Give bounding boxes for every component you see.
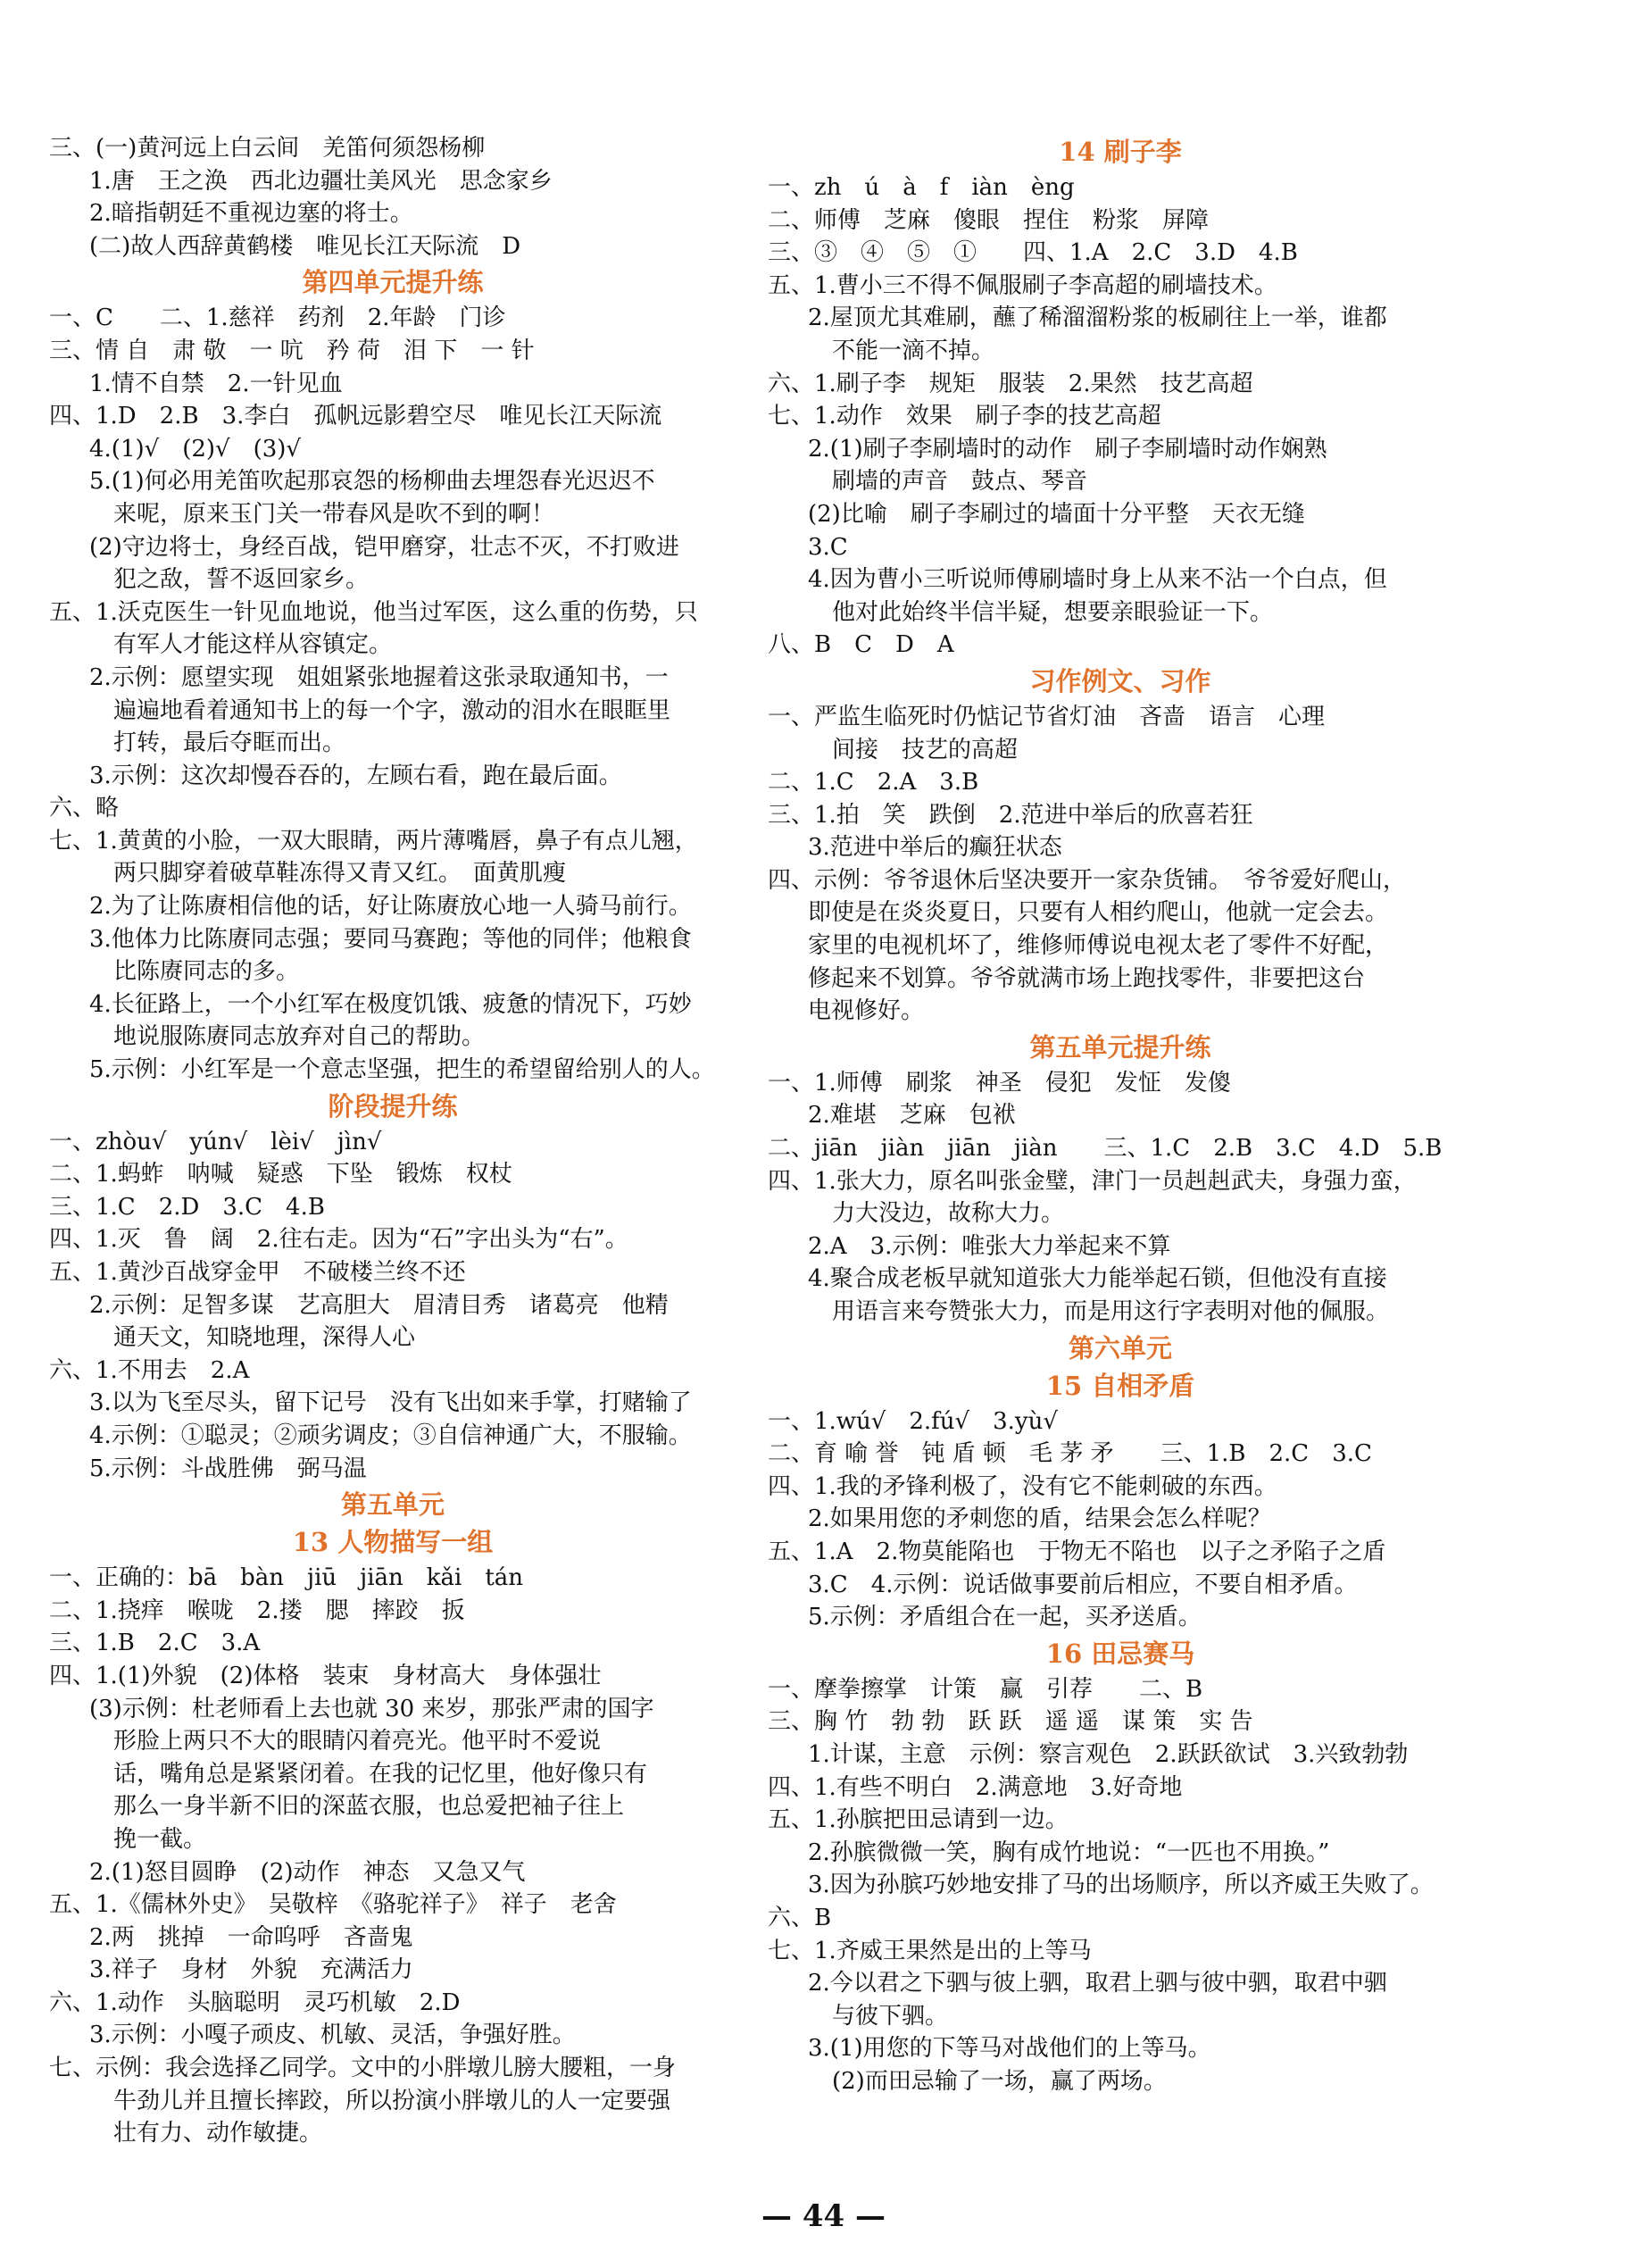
answer-line: 一、摩拳擦掌 计策 赢 引荐 二、B xyxy=(768,1675,1203,1703)
answer-line: 四、1.有些不明白 2.满意地 3.好奇地 xyxy=(768,1773,1183,1801)
answer-line: 2.难堪 芝麻 包袱 xyxy=(808,1102,1016,1130)
answer-line: 那么一身半新不旧的深蓝衣服，也总爱把袖子往上 xyxy=(113,1793,625,1821)
answer-line: 2.孙膑微微一笑，胸有成竹地说：“一匹也不用换。” xyxy=(808,1839,1330,1866)
section-heading: 第五单元提升练 xyxy=(1029,1031,1211,1063)
answer-line: 一、正确的：bā bàn jiū jiān kǎi tán xyxy=(49,1564,524,1592)
answer-line: 力大没边，故称大力。 xyxy=(832,1200,1065,1228)
answer-line: 三、胸 竹 勃 勃 跃 跃 遥 遥 谋 策 实 告 xyxy=(768,1708,1253,1736)
answer-line: 他对此始终半信半疑，想要亲眼验证一下。 xyxy=(832,598,1274,626)
answer-line: 电视修好。 xyxy=(808,997,925,1025)
answer-line: 七、1.齐威王果然是出的上等马 xyxy=(768,1937,1092,1964)
answer-line: 五、1.孙膑把田忌请到一边。 xyxy=(768,1806,1069,1834)
answer-line: 六、1.刷子李 规矩 服装 2.果然 技艺高超 xyxy=(768,370,1253,397)
answer-line: 二、育 喻 誉 钝 盾 顿 毛 茅 矛 三、1.B 2.C 3.C xyxy=(768,1440,1372,1468)
answer-line: 一、严监生临死时仍惦记节省灯油 吝啬 语言 心理 xyxy=(768,703,1326,730)
answer-line: 三、(一)黄河远上白云间 羌笛何须怨杨柳 xyxy=(49,135,486,162)
answer-line: (2)守边将士，身经百战，铠甲磨穿，壮志不灭，不打败进 xyxy=(89,533,679,561)
answer-line: 3.因为孙膑巧妙地安排了马的出场顺序，所以齐威王失败了。 xyxy=(808,1872,1434,1899)
right-column xyxy=(768,132,1473,2097)
answer-line: 三、情 自 肃 敬 一 吭 矜 荷 泪 下 一 针 xyxy=(49,337,535,364)
section-heading: 阶段提升练 xyxy=(328,1090,458,1121)
answer-line: 四、1.灭 鲁 阔 2.往右走。因为“石”字出头为“右”。 xyxy=(49,1226,628,1254)
answer-line: 三、1.B 2.C 3.A xyxy=(49,1630,261,1657)
answer-line: 三、1.拍 笑 跌倒 2.范进中举后的欣喜若狂 xyxy=(768,801,1253,829)
answer-line: 2.两 挑掉 一命呜呼 吝啬鬼 xyxy=(89,1923,413,1951)
answer-line: 牛劲儿并且擅长摔跤，所以扮演小胖墩儿的人一定要强 xyxy=(113,2087,671,2114)
answer-line: 2.(1)怒目圆睁 (2)动作 神态 又急又气 xyxy=(89,1858,526,1886)
answer-line: 5.示例：矛盾组合在一起，买矛送盾。 xyxy=(808,1604,1202,1631)
answer-line: 话，嘴角总是紧紧闭着。在我的记忆里，他好像只有 xyxy=(113,1760,648,1788)
section-heading: 第四单元提升练 xyxy=(302,267,484,298)
answer-line: 四、示例：爷爷退休后坚决要开一家杂货铺。 爷爷爱好爬山， xyxy=(768,866,1407,894)
answer-line: 2.示例：足智多谋 艺高胆大 眉清目秀 诸葛亮 他精 xyxy=(89,1291,669,1319)
answer-line: (二)故人西辞黄鹤楼 唯见长江天际流 D xyxy=(89,232,521,260)
answer-line: 有军人才能这样从容镇定。 xyxy=(113,631,393,659)
answer-line: 五、1.曹小三不得不佩服刷子李高超的刷墙技术。 xyxy=(768,271,1277,299)
answer-line: 3.示例：小嘎子顽皮、机敏、灵活，争强好胜。 xyxy=(89,2022,576,2049)
answer-line: 3.(1)用您的下等马对战他们的上等马。 xyxy=(808,2035,1211,2063)
answer-line: 刷墙的声音 鼓点、琴音 xyxy=(832,468,1088,496)
answer-line: 1.唐 王之涣 西北边疆壮美风光 思念家乡 xyxy=(89,167,553,195)
answer-line: 二、jiān jiàn jiān jiàn 三、1.C 2.B 3.C 4.D 5.B xyxy=(768,1135,1443,1163)
section-heading: 13 人物描写一组 xyxy=(292,1527,494,1558)
answer-line: 5.示例：小红军是一个意志坚强，把生的希望留给别人的人。 xyxy=(89,1056,715,1084)
answer-line: 4.示例：①聪灵；②顽劣调皮；③自信神通广大，不服输。 xyxy=(89,1422,692,1449)
answer-line: 七、示例：我会选择乙同学。文中的小胖墩儿膀大腰粗，一身 xyxy=(49,2055,677,2082)
answer-line: 一、zhòu√ yún√ lèi√ jìn√ xyxy=(49,1128,382,1155)
answer-line: 两只脚穿着破草鞋冻得又青又红。 面黄肌瘦 xyxy=(113,860,567,888)
answer-line: 2.屋顶尤其难刷，蘸了稀溜溜粉浆的板刷往上一举，谁都 xyxy=(808,304,1387,332)
answer-line: 3.范进中举后的癫狂状态 xyxy=(808,834,1062,862)
answer-line: 5.示例：斗战胜佛 弼马温 xyxy=(89,1455,367,1482)
answer-line: 1.情不自禁 2.一针见血 xyxy=(89,370,343,397)
answer-line: 用语言来夸赞张大力，而是用这行字表明对他的佩服。 xyxy=(832,1298,1390,1325)
answer-line: (2)比喻 刷子李刷过的墙面十分平整 天衣无缝 xyxy=(808,500,1305,528)
section-heading: 第六单元 xyxy=(1068,1332,1172,1363)
answer-line: (3)示例：杜老师看上去也就 30 来岁，那张严肃的国字 xyxy=(89,1695,654,1722)
answer-line: 五、1.《儒林外史》 吴敬梓 《骆驼祥子》 祥子 老舍 xyxy=(49,1891,617,1919)
answer-line: 3.祥子 身材 外貌 充满活力 xyxy=(89,1956,413,1984)
answer-line: 与彼下驷。 xyxy=(832,2002,949,2030)
section-heading: 第五单元 xyxy=(340,1489,445,1521)
answer-line: 2.A 3.示例：唯张大力举起来不算 xyxy=(808,1232,1171,1260)
answer-line: 4.长征路上，一个小红军在极度饥饿、疲惫的情况下，巧妙 xyxy=(89,990,692,1018)
answer-line: 2.为了让陈赓相信他的话，好让陈赓放心地一人骑马前行。 xyxy=(89,893,692,921)
answer-line: 五、1.黄沙百战穿金甲 不破楼兰终不还 xyxy=(49,1259,466,1286)
answer-line: 壮有力、动作敏捷。 xyxy=(113,2120,323,2147)
section-heading: 15 自相矛盾 xyxy=(1045,1370,1195,1401)
answer-line: 七、1.动作 效果 刷子李的技艺高超 xyxy=(768,403,1161,430)
answer-line: 2.暗指朝廷不重视边塞的将士。 xyxy=(89,200,413,228)
answer-line: 挽一截。 xyxy=(113,1825,207,1853)
section-heading: 16 田忌赛马 xyxy=(1045,1638,1195,1669)
answer-line: 形脸上两只不大的眼睛闪着亮光。他平时不爱说 xyxy=(113,1728,602,1755)
answer-line: 2.示例：愿望实现 姐姐紧张地握着这张录取通知书，一 xyxy=(89,663,669,691)
answer-line: 通天文，知晓地理，深得人心 xyxy=(113,1324,416,1352)
answer-line: 四、1.我的矛锋利极了，没有它不能刺破的东西。 xyxy=(768,1472,1277,1500)
answer-line: (2)而田忌输了一场，赢了两场。 xyxy=(832,2067,1167,2095)
answer-line: 二、1.蚂蚱 呐喊 疑惑 下坠 锻炼 权杖 xyxy=(49,1161,512,1188)
answer-line: 六、B xyxy=(768,1904,832,1931)
answer-line: 4.因为曹小三听说师傅刷墙时身上从来不沾一个白点，但 xyxy=(808,566,1387,594)
answer-line: 五、1.沃克医生一针见血地说，他当过军医，这么重的伤势，只 xyxy=(49,598,698,626)
answer-line: 一、zh ú à f iàn èng xyxy=(768,174,1075,201)
answer-line: 2.如果用您的矛刺您的盾，结果会怎么样呢？ xyxy=(808,1505,1271,1533)
section-heading: 14 刷子李 xyxy=(1059,137,1182,167)
answer-line: 六、略 xyxy=(49,795,120,822)
answer-line: 一、C 二、1.慈祥 药剂 2.年龄 门诊 xyxy=(49,304,506,332)
section-heading: 习作例文、习作 xyxy=(1029,665,1211,696)
answer-line: 打转，最后夺眶而出。 xyxy=(113,730,346,757)
answer-line: 七、1.黄黄的小脸，一双大眼睛，两片薄嘴唇，鼻子有点儿翘， xyxy=(49,827,698,855)
answer-line: 2.今以君之下驷与彼上驷，取君上驷与彼中驷，取君中驷 xyxy=(808,1970,1387,1997)
answer-line: 六、1.不用去 2.A xyxy=(49,1356,250,1384)
page-number: — 44 — xyxy=(761,2198,886,2234)
answer-line: 三、③ ④ ⑤ ① 四、1.A 2.C 3.D 4.B xyxy=(768,239,1298,267)
answer-line: 四、1.(1)外貌 (2)体格 装束 身材高大 身体强壮 xyxy=(49,1662,602,1689)
answer-line: 5.(1)何必用羌笛吹起那哀怨的杨柳曲去埋怨春光迟迟不 xyxy=(89,468,655,496)
answer-line: 4.(1)√ (2)√ (3)√ xyxy=(89,435,301,463)
answer-line: 五、1.A 2.物莫能陷也 于物无不陷也 以子之矛陷子之盾 xyxy=(768,1538,1386,1565)
left-column xyxy=(49,132,736,2150)
answer-line: 不能一滴不掉。 xyxy=(832,337,995,364)
answer-line: 比陈赓同志的多。 xyxy=(113,958,300,986)
answer-line: 家里的电视机坏了，维修师傅说电视太老了零件不好配， xyxy=(808,932,1389,960)
answer-line: 一、1.wú√ 2.fú√ 3.yù√ xyxy=(768,1407,1058,1435)
answer-line: 即使是在炎炎夏日，只要有人相约爬山，他就一定会去。 xyxy=(808,899,1389,927)
answer-line: 1.计谋，主意 示例：察言观色 2.跃跃欲试 3.兴致勃勃 xyxy=(808,1740,1409,1768)
answer-line: 六、1.动作 头脑聪明 灵巧机敏 2.D xyxy=(49,1989,461,2016)
answer-line: 二、师傅 芝麻 傻眼 捏住 粉浆 屏障 xyxy=(768,206,1210,234)
answer-line: 二、1.C 2.A 3.B xyxy=(768,769,979,796)
answer-line: 地说服陈赓同志放弃对自己的帮助。 xyxy=(113,1023,486,1051)
answer-line: 2.(1)刷子李刷墙时的动作 刷子李刷墙时动作娴熟 xyxy=(808,435,1327,463)
answer-line: 犯之敌，誓不返回家乡。 xyxy=(113,566,370,594)
answer-line: 修起来不划算。爷爷就满市场上跑找零件，非要把这台 xyxy=(808,964,1366,992)
answer-line: 二、1.挠痒 喉咙 2.搂 腮 摔跤 扳 xyxy=(49,1597,465,1624)
answer-line: 四、1.张大力，原名叫张金璧，津门一员赳赳武夫，身强力蛮， xyxy=(768,1167,1417,1195)
answer-line: 一、1.师傅 刷浆 神圣 侵犯 发怔 发傻 xyxy=(768,1069,1231,1096)
answer-line: 八、B C D A xyxy=(768,631,954,659)
answer-line: 间接 技艺的高超 xyxy=(832,736,1019,763)
answer-line: 3.以为飞至尽头，留下记号 没有飞出如来手掌，打赌输了 xyxy=(89,1389,692,1417)
answer-line: 来呢，原来玉门关一带春风是吹不到的啊！ xyxy=(113,500,555,528)
answer-line: 4.聚合成老板早就知道张大力能举起石锁，但他没有直接 xyxy=(808,1265,1387,1293)
answer-line: 3.他体力比陈赓同志强；要同马赛跑；等他的同伴；他粮食 xyxy=(89,925,692,953)
answer-line: 三、1.C 2.D 3.C 4.B xyxy=(49,1193,325,1221)
answer-line: 3.C xyxy=(808,533,848,561)
answer-line: 遍遍地看着通知书上的每一个字，激动的泪水在眼眶里 xyxy=(113,696,671,724)
answer-line: 3.C 4.示例：说话做事要前后相应，不要自相矛盾。 xyxy=(808,1571,1358,1598)
answer-line: 3.示例：这次却慢吞吞的，左顾右看，跑在最后面。 xyxy=(89,762,622,789)
answer-line: 四、1.D 2.B 3.李白 孤帆远影碧空尽 唯见长江天际流 xyxy=(49,403,662,430)
